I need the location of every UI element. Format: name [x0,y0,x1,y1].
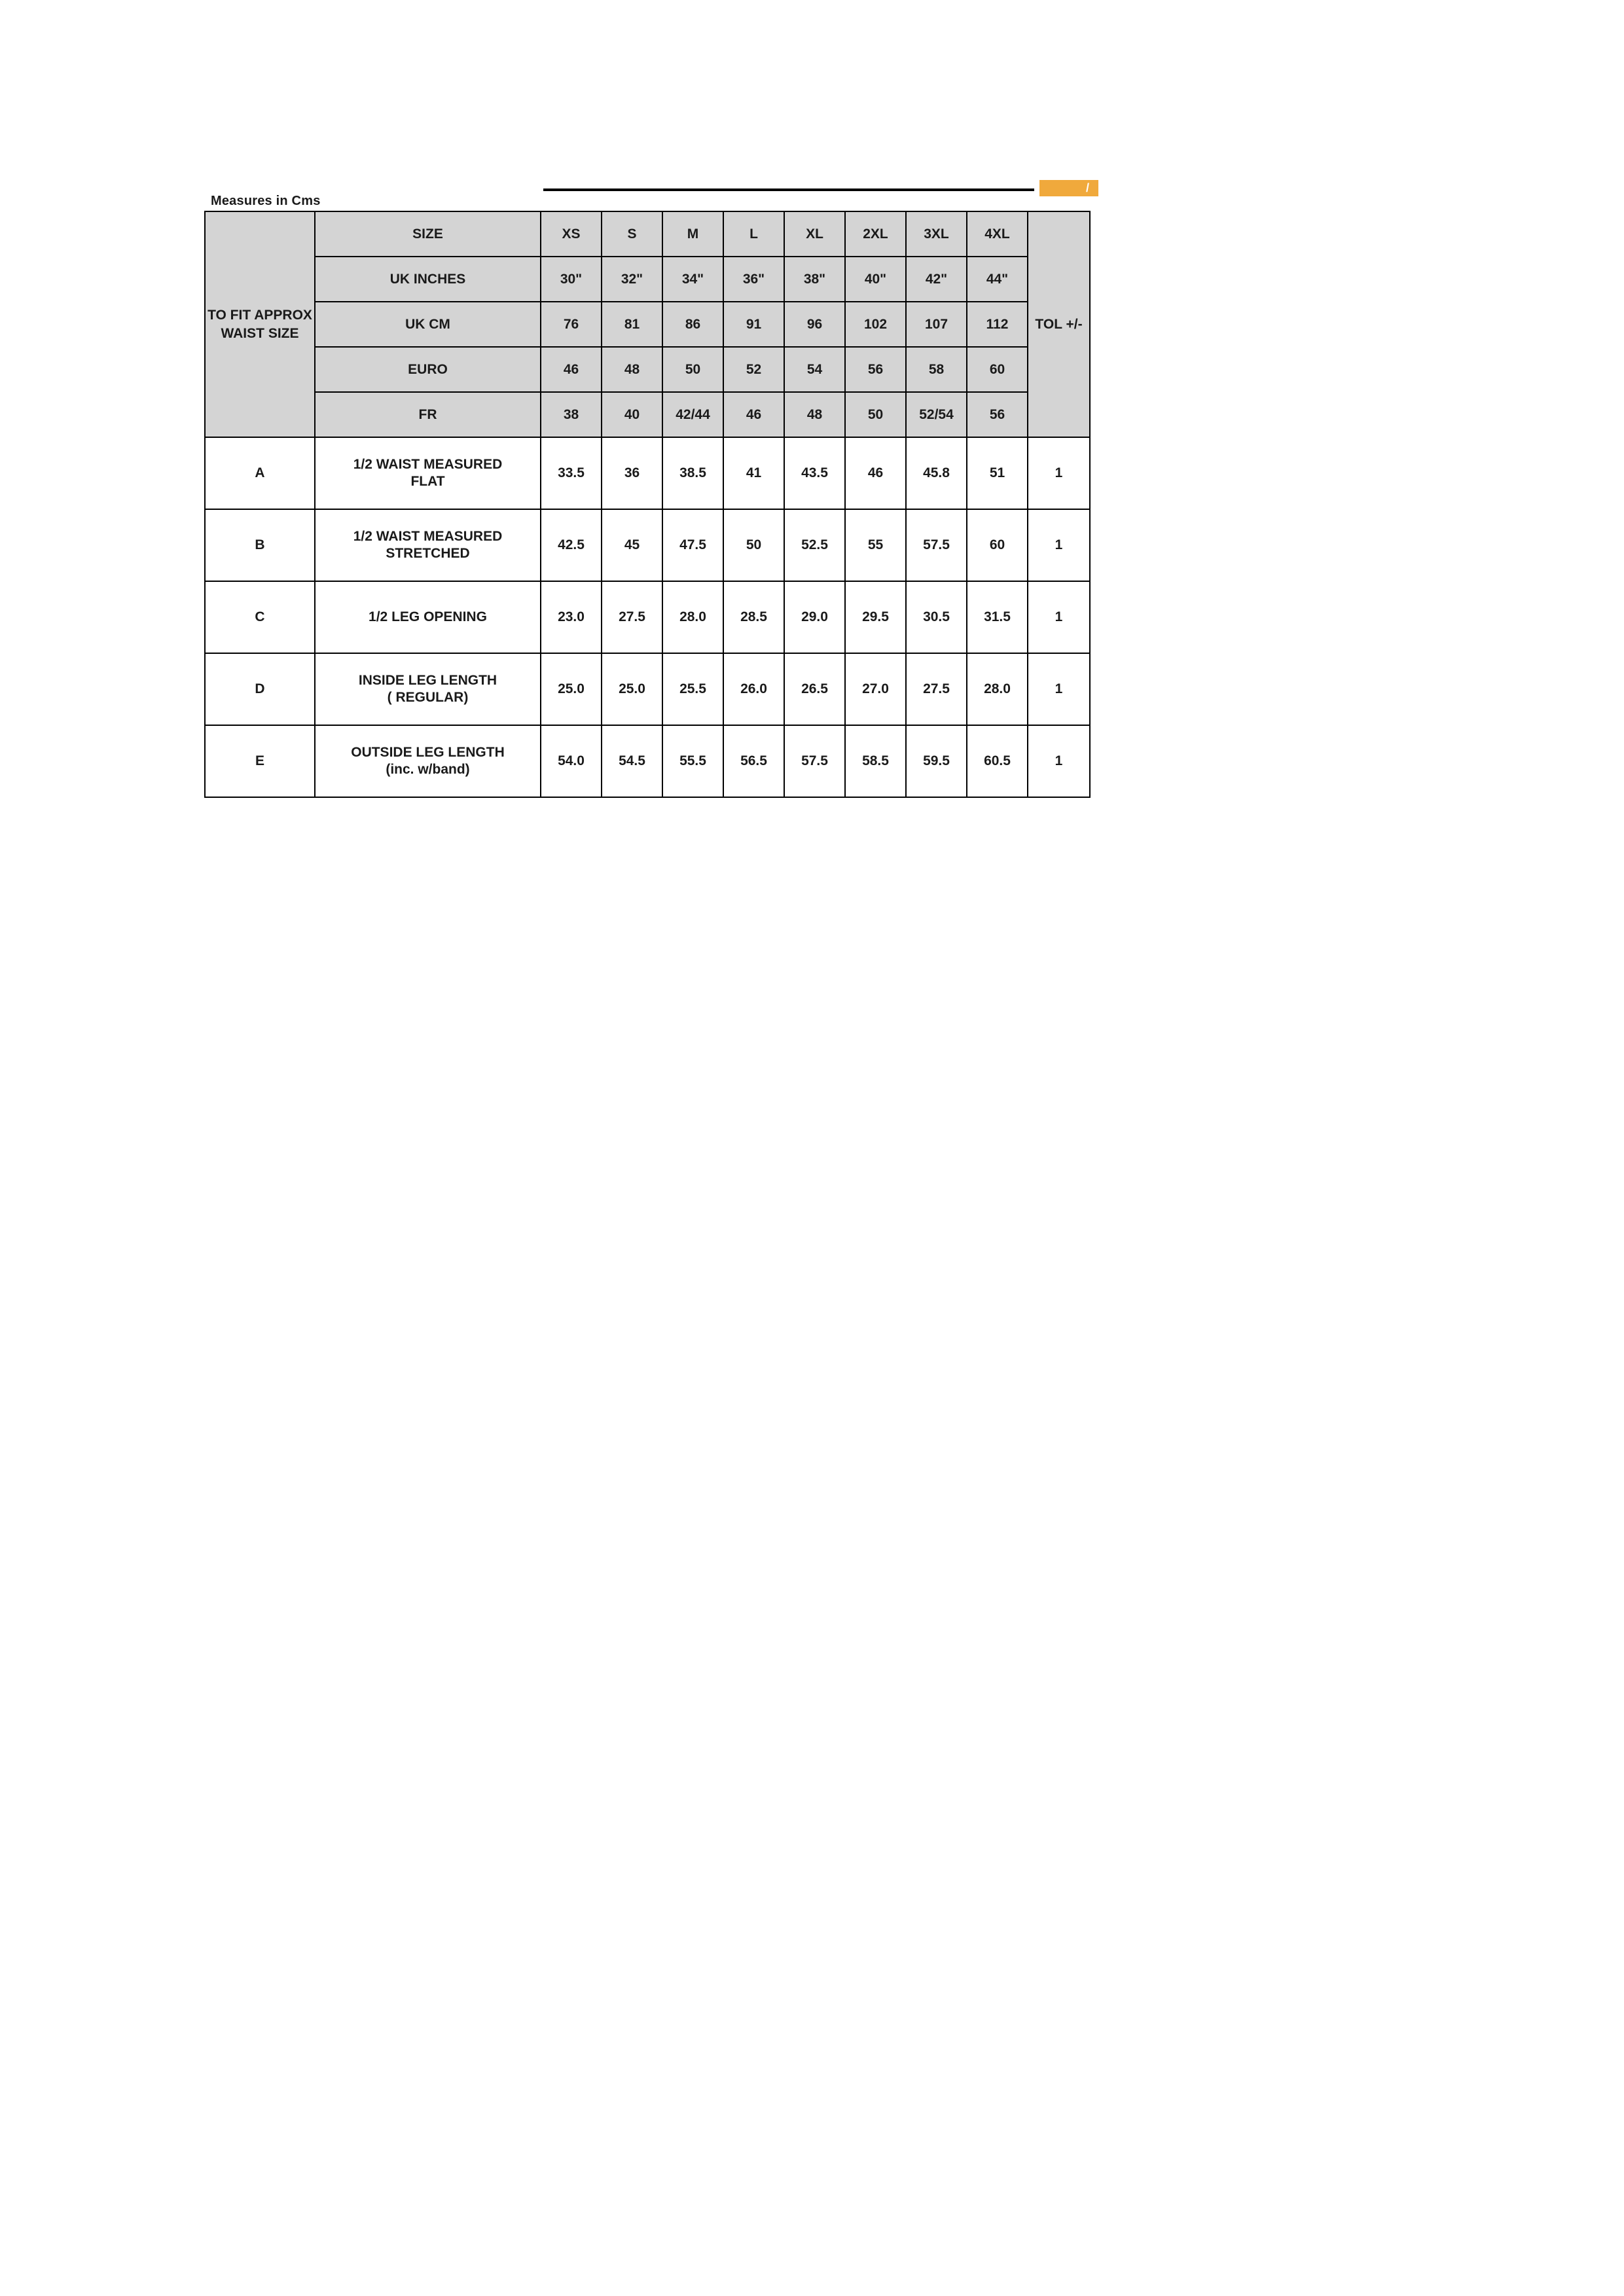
table-row [205,725,1090,797]
measurement-value: 56.5 [723,725,784,797]
header-cell: 48 [602,347,662,392]
header-cell: 38" [784,257,845,302]
measurement-value: 54.0 [541,725,602,797]
header-row-size [205,211,1090,257]
measurement-value: 38.5 [662,437,723,509]
measurement-value: 60 [967,509,1028,581]
measurement-value: 43.5 [784,437,845,509]
header-cell: 40 [602,392,662,437]
measurement-code: E [205,725,315,797]
measurement-value: 25.0 [602,653,662,725]
measurement-value: 36 [602,437,662,509]
header-cell: 56 [845,347,906,392]
measurement-value: 47.5 [662,509,723,581]
header-cell: 102 [845,302,906,347]
header-row-uk-inches [205,257,1090,302]
measurement-value: 45.8 [906,437,967,509]
header-cell: 3XL [906,211,967,257]
measurement-code: D [205,653,315,725]
header-cell: 76 [541,302,602,347]
orange-accent-tab [1039,180,1098,196]
measurement-value: 28.5 [723,581,784,653]
row-label-uk-cm: UK CM [315,302,541,347]
measurement-value: 58.5 [845,725,906,797]
header-cell: 40" [845,257,906,302]
tolerance-value: 1 [1028,725,1090,797]
table-row [205,509,1090,581]
table-row [205,653,1090,725]
header-cell: 60 [967,347,1028,392]
measurement-value: 59.5 [906,725,967,797]
desc-line-1: 1/2 WAIST MEASURED [353,456,503,472]
measurement-value: 57.5 [906,509,967,581]
desc-line-2: FLAT [410,474,445,489]
slash-icon: / [1085,181,1089,194]
measurement-code: C [205,581,315,653]
measurement-value: 50 [723,509,784,581]
top-rule-divider [543,188,1034,191]
measurement-value: 27.5 [906,653,967,725]
measurement-value: 28.0 [662,581,723,653]
header-cell: L [723,211,784,257]
measurement-value: 26.0 [723,653,784,725]
row-label-size: SIZE [315,211,541,257]
measurement-value: 26.5 [784,653,845,725]
measurement-value: 29.0 [784,581,845,653]
desc-line-1: OUTSIDE LEG LENGTH [351,744,505,760]
measurement-value: 55.5 [662,725,723,797]
tolerance-header: TOL +/- [1028,211,1090,437]
to-fit-approx-waist-size-label: TO FIT APPROX WAIST SIZE [205,211,315,437]
measurement-value: 57.5 [784,725,845,797]
header-cell: 86 [662,302,723,347]
header-cell: 96 [784,302,845,347]
measurement-description [315,725,541,797]
header-cell: 4XL [967,211,1028,257]
desc-line-2: (inc. w/band) [386,762,470,777]
measurement-value: 27.0 [845,653,906,725]
measurement-value: 27.5 [602,581,662,653]
measurement-value: 52.5 [784,509,845,581]
header-cell: 54 [784,347,845,392]
header-cell: 56 [967,392,1028,437]
header-cell: 32" [602,257,662,302]
header-cell: 36" [723,257,784,302]
header-cell: 46 [723,392,784,437]
header-cell: 2XL [845,211,906,257]
header-cell: 30" [541,257,602,302]
header-cell: 42" [906,257,967,302]
measurement-description [315,437,541,509]
header-row-fr [205,392,1090,437]
desc-line-1: 1/2 WAIST MEASURED [353,528,503,544]
header-cell: XL [784,211,845,257]
measurement-description [315,581,541,653]
measurement-value: 41 [723,437,784,509]
header-cell: 107 [906,302,967,347]
row-label-euro: EURO [315,347,541,392]
measurement-description [315,653,541,725]
row-label-uk-inches: UK INCHES [315,257,541,302]
header-cell: 48 [784,392,845,437]
header-cell: 34" [662,257,723,302]
measurement-value: 60.5 [967,725,1028,797]
desc-line-2: ( REGULAR) [387,690,469,705]
header-cell: 44" [967,257,1028,302]
header-cell: 46 [541,347,602,392]
table-row [205,581,1090,653]
header-cell: 58 [906,347,967,392]
measurement-value: 23.0 [541,581,602,653]
measurement-value: 31.5 [967,581,1028,653]
desc-line-1: 1/2 LEG OPENING [369,609,487,624]
header-cell: 42/44 [662,392,723,437]
measurement-value: 25.5 [662,653,723,725]
header-cell: 50 [845,392,906,437]
measurement-value: 25.0 [541,653,602,725]
header-cell: 91 [723,302,784,347]
desc-line-2: STRETCHED [386,546,470,561]
header-cell: 38 [541,392,602,437]
tolerance-value: 1 [1028,581,1090,653]
measurement-value: 45 [602,509,662,581]
measurement-value: 54.5 [602,725,662,797]
header-row-uk-cm [205,302,1090,347]
measurement-code: B [205,509,315,581]
measures-caption: Measures in Cms [211,194,321,208]
measurement-value: 29.5 [845,581,906,653]
header-row-euro [205,347,1090,392]
measurement-value: 55 [845,509,906,581]
row-label-fr: FR [315,392,541,437]
table-row [205,437,1090,509]
tolerance-value: 1 [1028,653,1090,725]
measurement-value: 30.5 [906,581,967,653]
measurement-value: 46 [845,437,906,509]
desc-line-1: INSIDE LEG LENGTH [358,672,497,688]
header-cell: 52 [723,347,784,392]
measurement-value: 42.5 [541,509,602,581]
measurement-value: 33.5 [541,437,602,509]
header-cell: XS [541,211,602,257]
measurement-code: A [205,437,315,509]
header-cell: M [662,211,723,257]
measurement-value: 51 [967,437,1028,509]
header-cell: 112 [967,302,1028,347]
size-chart-table [204,211,1091,798]
header-cell: S [602,211,662,257]
tolerance-value: 1 [1028,509,1090,581]
header-cell: 50 [662,347,723,392]
header-cell: 81 [602,302,662,347]
header-cell: 52/54 [906,392,967,437]
measurement-value: 28.0 [967,653,1028,725]
measurement-description [315,509,541,581]
tolerance-value: 1 [1028,437,1090,509]
